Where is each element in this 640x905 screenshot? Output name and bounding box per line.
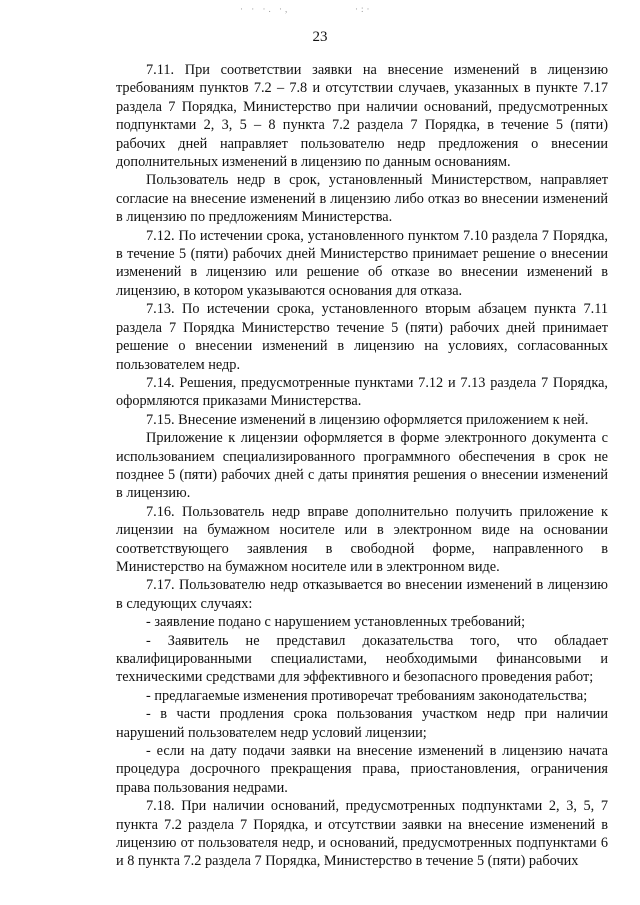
paragraph-7-16: 7.16. Пользователь недр вправе дополнительно получить приложение к лицензии на бумажном носителе или в электронном виде на основании соответствующего заявления в свободной форме, направленного в Министерство на бумажном носителе или в электронном виде. — [116, 503, 608, 575]
paragraph-7-15: 7.15. Внесение изменений в лицензию оформляется приложением к ней. — [146, 411, 589, 428]
paragraph-7-11: 7.11. При соответствии заявки на внесение изменений в лицензию требованиям пунктов 7.2 – 7.8 и отсутствии случаев, указанных в пункте 7.17 раздела 7 Порядка, Министерство при наличии оснований, предусмотренных подпунктами 2, 3, 5 – 8 пункта 7.2 раздела 7 Порядка, в течение 5 (пяти) рабочих дней направляет пользователю недр предложения о внесении дополнительных изменений в лицензию по данным основаниям. — [116, 62, 608, 171]
scan-marks — [240, 4, 373, 14]
list-item-refusal-4: - в части продления срока пользования участком недр при наличии нарушений пользователем недр условий лицензии; — [116, 706, 608, 741]
paragraph-7-17: 7.17. Пользователю недр отказывается во внесении изменений в лицензию в следующих случаях: — [116, 577, 608, 612]
page-number: 23 — [312, 29, 328, 45]
document-body — [116, 61, 608, 871]
paragraph-7-12: 7.12. По истечении срока, установленного пунктом 7.10 раздела 7 Порядка, в течение 5 (пяти) рабочих дней Министерство принимает решение о внесении изменений в лицензию или решение об отказе во внесении изменений в лицензию, в котором указываются основания для отказа. — [116, 227, 608, 299]
list-item-refusal-5: - если на дату подачи заявки на внесение изменений в лицензию начата процедура досрочного прекращения права, приостановления, ограничения права пользования недрами. — [116, 743, 608, 796]
list-item-refusal-1: - заявление подано с нарушением установленных требований; — [146, 614, 526, 631]
scan-mark-right: ·:· — [355, 4, 373, 14]
paragraph-7-11-response: Пользователь недр в срок, установленный Министерством, направляет согласие на внесение изменений в лицензию либо отказ во внесении изменений в лицензию по предложениям Министерства. — [116, 172, 608, 226]
paragraph-7-15-annex: Приложение к лицензии оформляется в форме электронного документа с использованием специализированного программного обеспечения в срок не позднее 5 (пяти) рабочих дней с даты принятия решения о внесении изменений в лицензию. — [116, 430, 608, 502]
scan-mark-left: · · ·. ·, — [240, 4, 291, 14]
list-item-refusal-3: - предлагаемые изменения противоречат требованиям законодательства; — [146, 687, 588, 704]
paragraph-7-14: 7.14. Решения, предусмотренные пунктами 7.12 и 7.13 раздела 7 Порядка, оформляются приказами Министерства. — [116, 374, 608, 410]
paragraph-7-18: 7.18. При наличии оснований, предусмотренных подпунктами 2, 3, 5, 7 пункта 7.2 раздела 7 Порядка, и отсутствии заявки на внесение изменений в лицензию от пользователя недр, и оснований, предусмотренных подпунктами 6 и 8 пункта 7.2 раздела 7 Порядка, Министерство в течение 5 (пяти) рабочих — [116, 798, 608, 870]
list-item-refusal-2: - Заявитель не представил доказательства того, что обладает квалифицированными специалистами, необходимыми финансовыми и техническими средствами для эффективного и безопасного проведения работ; — [116, 632, 608, 686]
paragraph-7-13: 7.13. По истечении срока, установленного вторым абзацем пункта 7.11 раздела 7 Порядка Министерство течение 5 (пяти) рабочих дней принимает решение о внесении изменений в лицензию на условиях, согласованных пользователем недр. — [116, 301, 608, 373]
